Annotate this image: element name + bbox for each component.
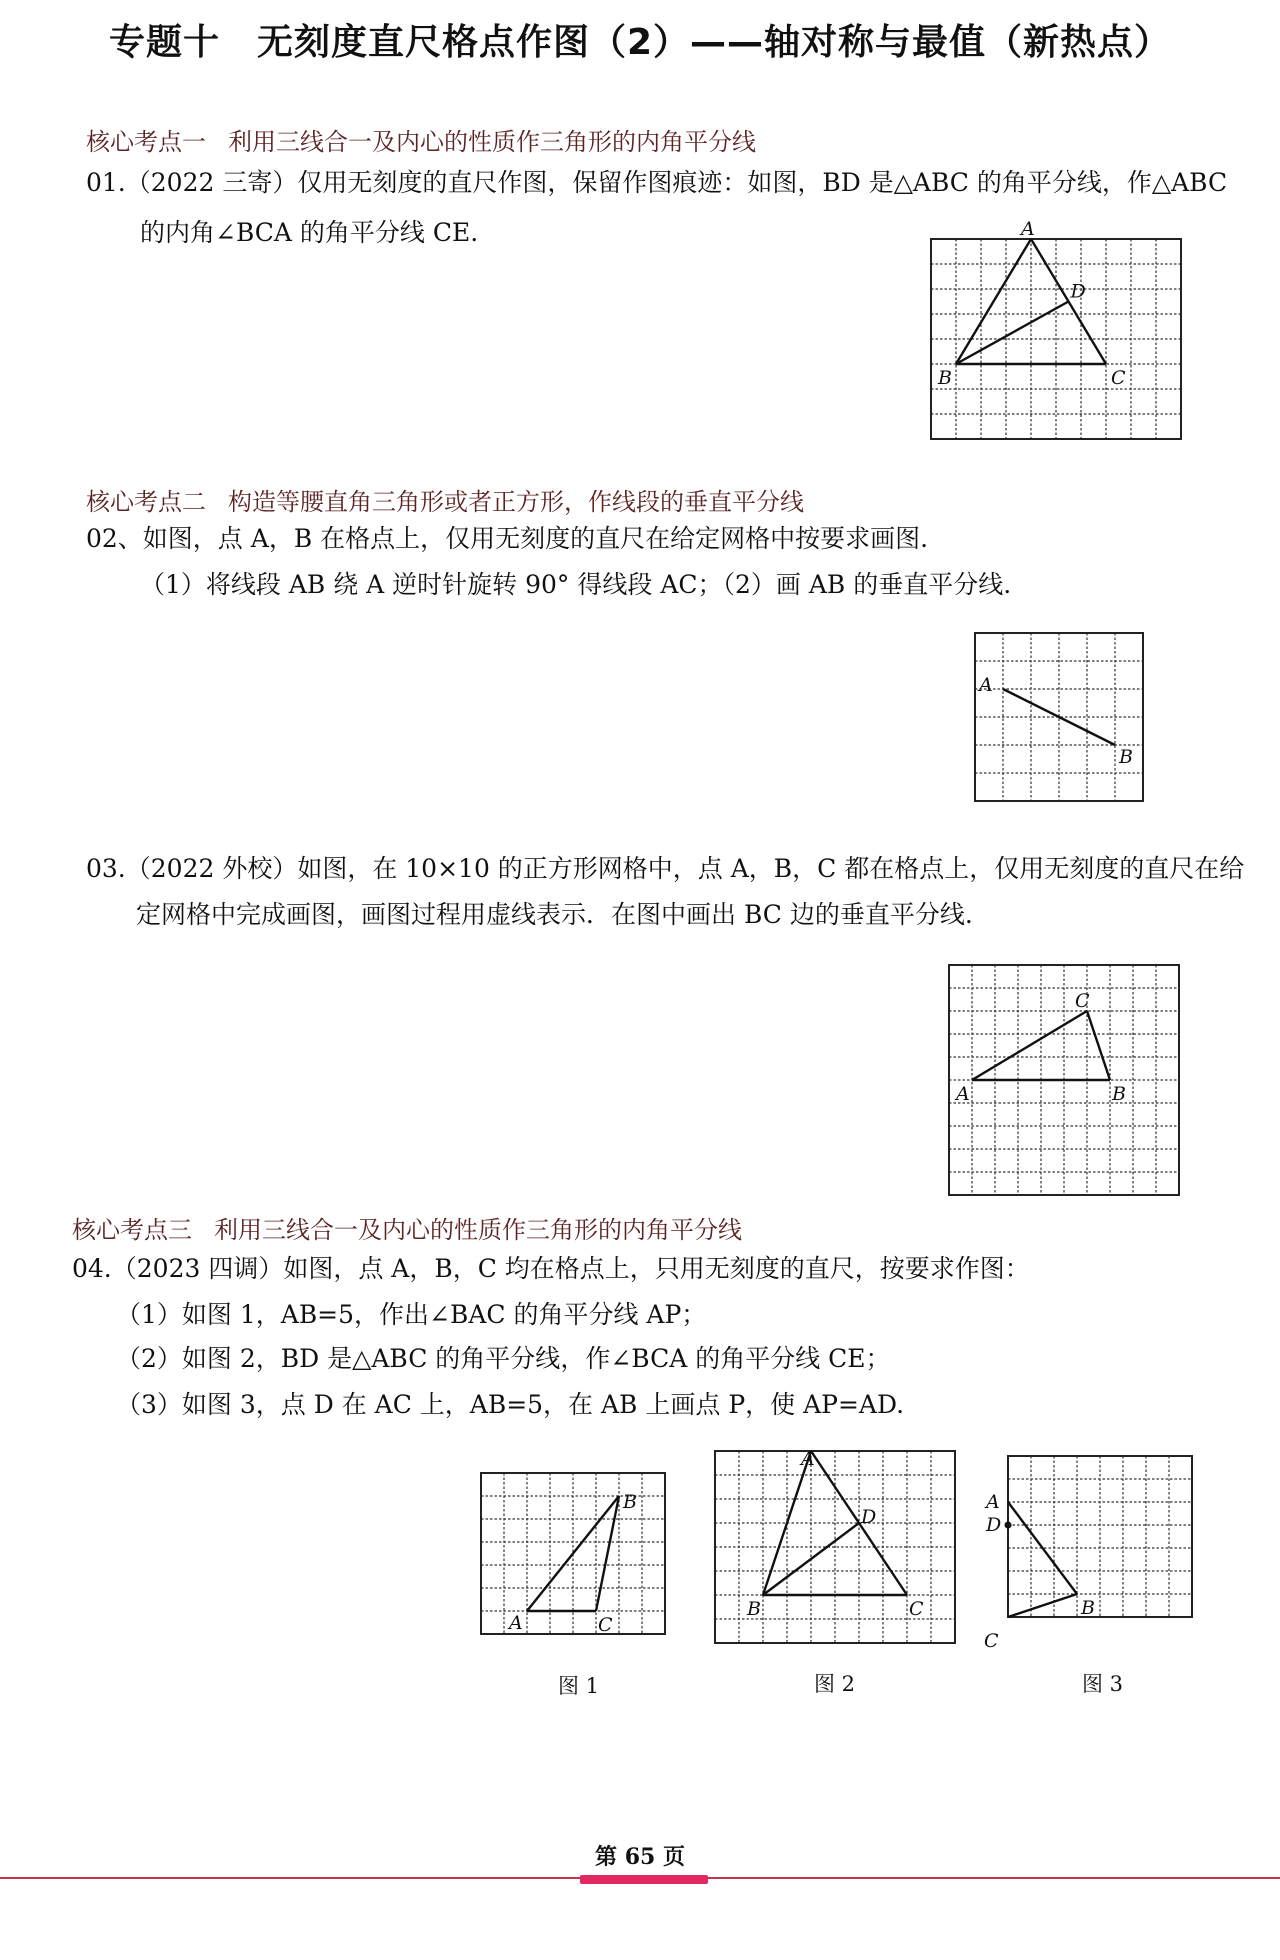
point-label: D bbox=[861, 1506, 877, 1528]
footer-accent-bar bbox=[580, 1875, 708, 1884]
figure-segment bbox=[1087, 1011, 1110, 1080]
section-heading-3 bbox=[72, 1210, 742, 1245]
point-label: A bbox=[801, 1448, 815, 1470]
figure-q1-grid bbox=[928, 218, 1184, 442]
figure-caption-3: 图 3 bbox=[1082, 1672, 1124, 1696]
section-text: 构造等腰直角三角形或者正方形，作线段的垂直平分线 bbox=[228, 488, 804, 516]
point-label: A bbox=[986, 1491, 1000, 1513]
point-label: A bbox=[1021, 218, 1035, 240]
point-label: C bbox=[1111, 367, 1126, 389]
point-label: C bbox=[909, 1598, 924, 1620]
page-title: 专题十 无刻度直尺格点作图（2）——轴对称与最值（新热点） bbox=[108, 22, 1172, 63]
point-label: B bbox=[1112, 1083, 1126, 1105]
figure-segment bbox=[956, 302, 1069, 365]
figure-q3-content bbox=[949, 965, 1179, 1195]
point-label: C bbox=[598, 1614, 613, 1636]
question-4-line-4: （3）如图 3，点 D 在 AC 上，AB=5，在 AB 上画点 P，使 AP=AD. bbox=[116, 1390, 905, 1419]
figure-4-1-content bbox=[481, 1473, 665, 1636]
point-label: C bbox=[1075, 990, 1090, 1012]
question-1-line-1: 01.（2022 三寄）仅用无刻度的直尺作图，保留作图痕迹：如图，BD 是△ABC 的角平分线，作△ABC bbox=[86, 168, 1228, 197]
section-text: 利用三线合一及内心的性质作三角形的内角平分线 bbox=[228, 128, 756, 156]
point-label: B bbox=[1081, 1597, 1095, 1619]
figure-4-2-grid bbox=[712, 1448, 958, 1650]
point-label: A bbox=[509, 1612, 523, 1634]
section-heading-1 bbox=[86, 122, 756, 157]
question-4-line-1: 04.（2023 四调）如图，点 A，B，C 均在格点上，只用无刻度的直尺，按要求作图： bbox=[72, 1254, 1030, 1283]
question-3-line-1: 03.（2022 外校）如图，在 10×10 的正方形网格中，点 A，B，C 都在格点上，仅用无刻度的直尺在给 bbox=[86, 854, 1245, 883]
figure-q3-grid bbox=[946, 962, 1186, 1200]
point-label: B bbox=[938, 367, 952, 389]
section-heading-2 bbox=[86, 482, 804, 517]
point-dot bbox=[1005, 1522, 1012, 1529]
figure-4-1-grid bbox=[478, 1470, 674, 1650]
figure-4-3-grid bbox=[984, 1448, 1200, 1678]
point-label: C bbox=[984, 1630, 999, 1652]
point-label: A bbox=[956, 1083, 970, 1105]
figure-segment bbox=[1008, 1594, 1077, 1617]
page-number: 第 65 页 bbox=[595, 1844, 685, 1870]
figure-q1-content bbox=[931, 218, 1181, 439]
figure-segment bbox=[972, 1011, 1087, 1080]
section-key: 核心考点三 bbox=[72, 1216, 192, 1244]
point-label: D bbox=[1070, 280, 1086, 303]
question-2-line-2: （1）将线段 AB 绕 A 逆时针旋转 90° 得线段 AC；（2）画 AB 的垂直平分线. bbox=[140, 570, 1012, 599]
section-text: 利用三线合一及内心的性质作三角形的内角平分线 bbox=[214, 1216, 742, 1244]
point-label: A bbox=[979, 674, 993, 696]
question-2-line-1: 02、如图，点 A，B 在格点上，仅用无刻度的直尺在给定网格中按要求画图. bbox=[86, 524, 929, 553]
figure-q2-content bbox=[975, 633, 1143, 801]
figure-4-3-content bbox=[984, 1456, 1192, 1652]
point-label: D bbox=[986, 1514, 1002, 1536]
figure-q2-grid bbox=[972, 630, 1150, 806]
question-1-line-2: 的内角∠BCA 的角平分线 CE. bbox=[140, 218, 479, 247]
figure-segment bbox=[596, 1496, 619, 1611]
section-key: 核心考点二 bbox=[86, 488, 206, 516]
question-4-line-3: （2）如图 2，BD 是△ABC 的角平分线，作∠BCA 的角平分线 CE； bbox=[116, 1344, 891, 1373]
figure-caption-2: 图 2 bbox=[814, 1672, 856, 1696]
point-label: B bbox=[747, 1598, 761, 1620]
figure-4-2-content bbox=[715, 1448, 955, 1643]
figure-segment bbox=[527, 1496, 619, 1611]
question-3-line-2: 定网格中完成画图，画图过程用虚线表示．在图中画出 BC 边的垂直平分线. bbox=[136, 900, 973, 929]
figure-segment bbox=[956, 239, 1031, 364]
point-label: B bbox=[1119, 746, 1133, 768]
section-key: 核心考点一 bbox=[86, 128, 206, 156]
figure-caption-1: 图 1 bbox=[558, 1674, 600, 1698]
point-label: B bbox=[623, 1491, 637, 1513]
question-4-line-2: （1）如图 1，AB=5，作出∠BAC 的角平分线 AP； bbox=[116, 1300, 707, 1329]
